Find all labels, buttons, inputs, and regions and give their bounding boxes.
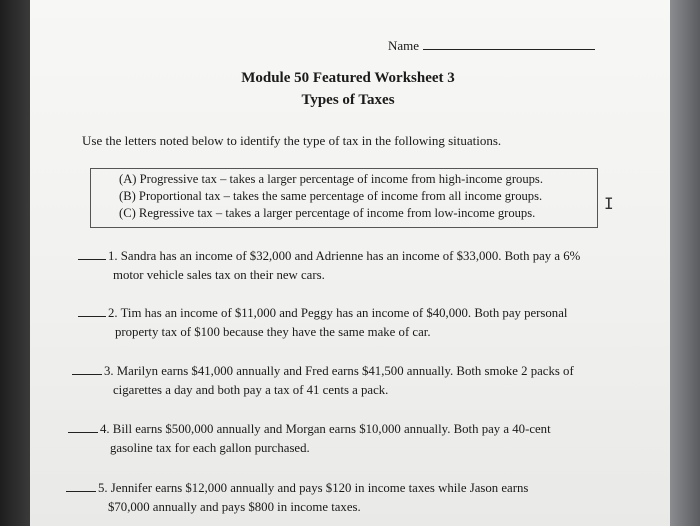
question-text: 4. Bill earns $500,000 annually and Morgan earns $10,000 annually. Both pay a 40-cent — [100, 422, 551, 436]
question-2 — [78, 304, 567, 341]
answer-blank[interactable] — [66, 479, 96, 492]
question-text-cont: $70,000 annually and pays $800 in income taxes. — [108, 499, 361, 514]
answer-blank[interactable] — [68, 420, 98, 433]
worksheet-subtitle: Types of Taxes — [301, 92, 395, 108]
background-left-edge — [0, 0, 30, 526]
question-1 — [78, 247, 580, 284]
question-text-cont: cigarettes a day and both pay a tax of 41 cents a pack. — [113, 382, 389, 397]
answer-blank[interactable] — [78, 304, 106, 317]
question-4 — [68, 420, 551, 457]
question-text: 2. Tim has an income of $11,000 and Peggy has an income of $40,000. Both pay personal — [108, 306, 568, 320]
name-blank-line[interactable] — [423, 38, 595, 50]
name-field — [388, 38, 595, 54]
question-text: 1. Sandra has an income of $32,000 and Adrienne has an income of $33,000. Both pay a 6% — [108, 249, 581, 263]
legend-item-progressive: (A) Progressive tax – takes a larger percentage of income from high-income groups. — [119, 172, 543, 186]
text-cursor-icon: I — [604, 194, 614, 213]
legend-item-proportional: (B) Proportional tax – takes the same percentage of income from all income groups. — [119, 189, 543, 203]
answer-blank[interactable] — [78, 247, 106, 260]
instructions-text: Use the letters noted below to identify the type of tax in the following situations. — [82, 133, 502, 148]
question-text-cont: gasoline tax for each gallon purchased. — [110, 440, 310, 455]
worksheet-page — [30, 0, 670, 526]
question-text-cont: property tax of $100 because they have the same make of car. — [115, 324, 431, 339]
question-text-cont: motor vehicle sales tax on their new cars. — [113, 267, 325, 282]
name-label: Name — [388, 38, 420, 53]
question-text: 5. Jennifer earns $12,000 annually and pays $120 in income taxes while Jason earns — [98, 481, 529, 495]
worksheet-title: Module 50 Featured Worksheet 3 — [241, 70, 455, 86]
legend-item-regressive: (C) Regressive tax – takes a larger percentage of income from low-income groups. — [119, 206, 536, 220]
answer-blank[interactable] — [72, 362, 102, 375]
question-5 — [66, 479, 528, 516]
background-right-edge — [670, 0, 700, 526]
question-3 — [72, 362, 574, 399]
tax-type-legend — [90, 168, 598, 228]
question-text: 3. Marilyn earns $41,000 annually and Fred earns $41,500 annually. Both smoke 2 packs of — [104, 364, 574, 378]
